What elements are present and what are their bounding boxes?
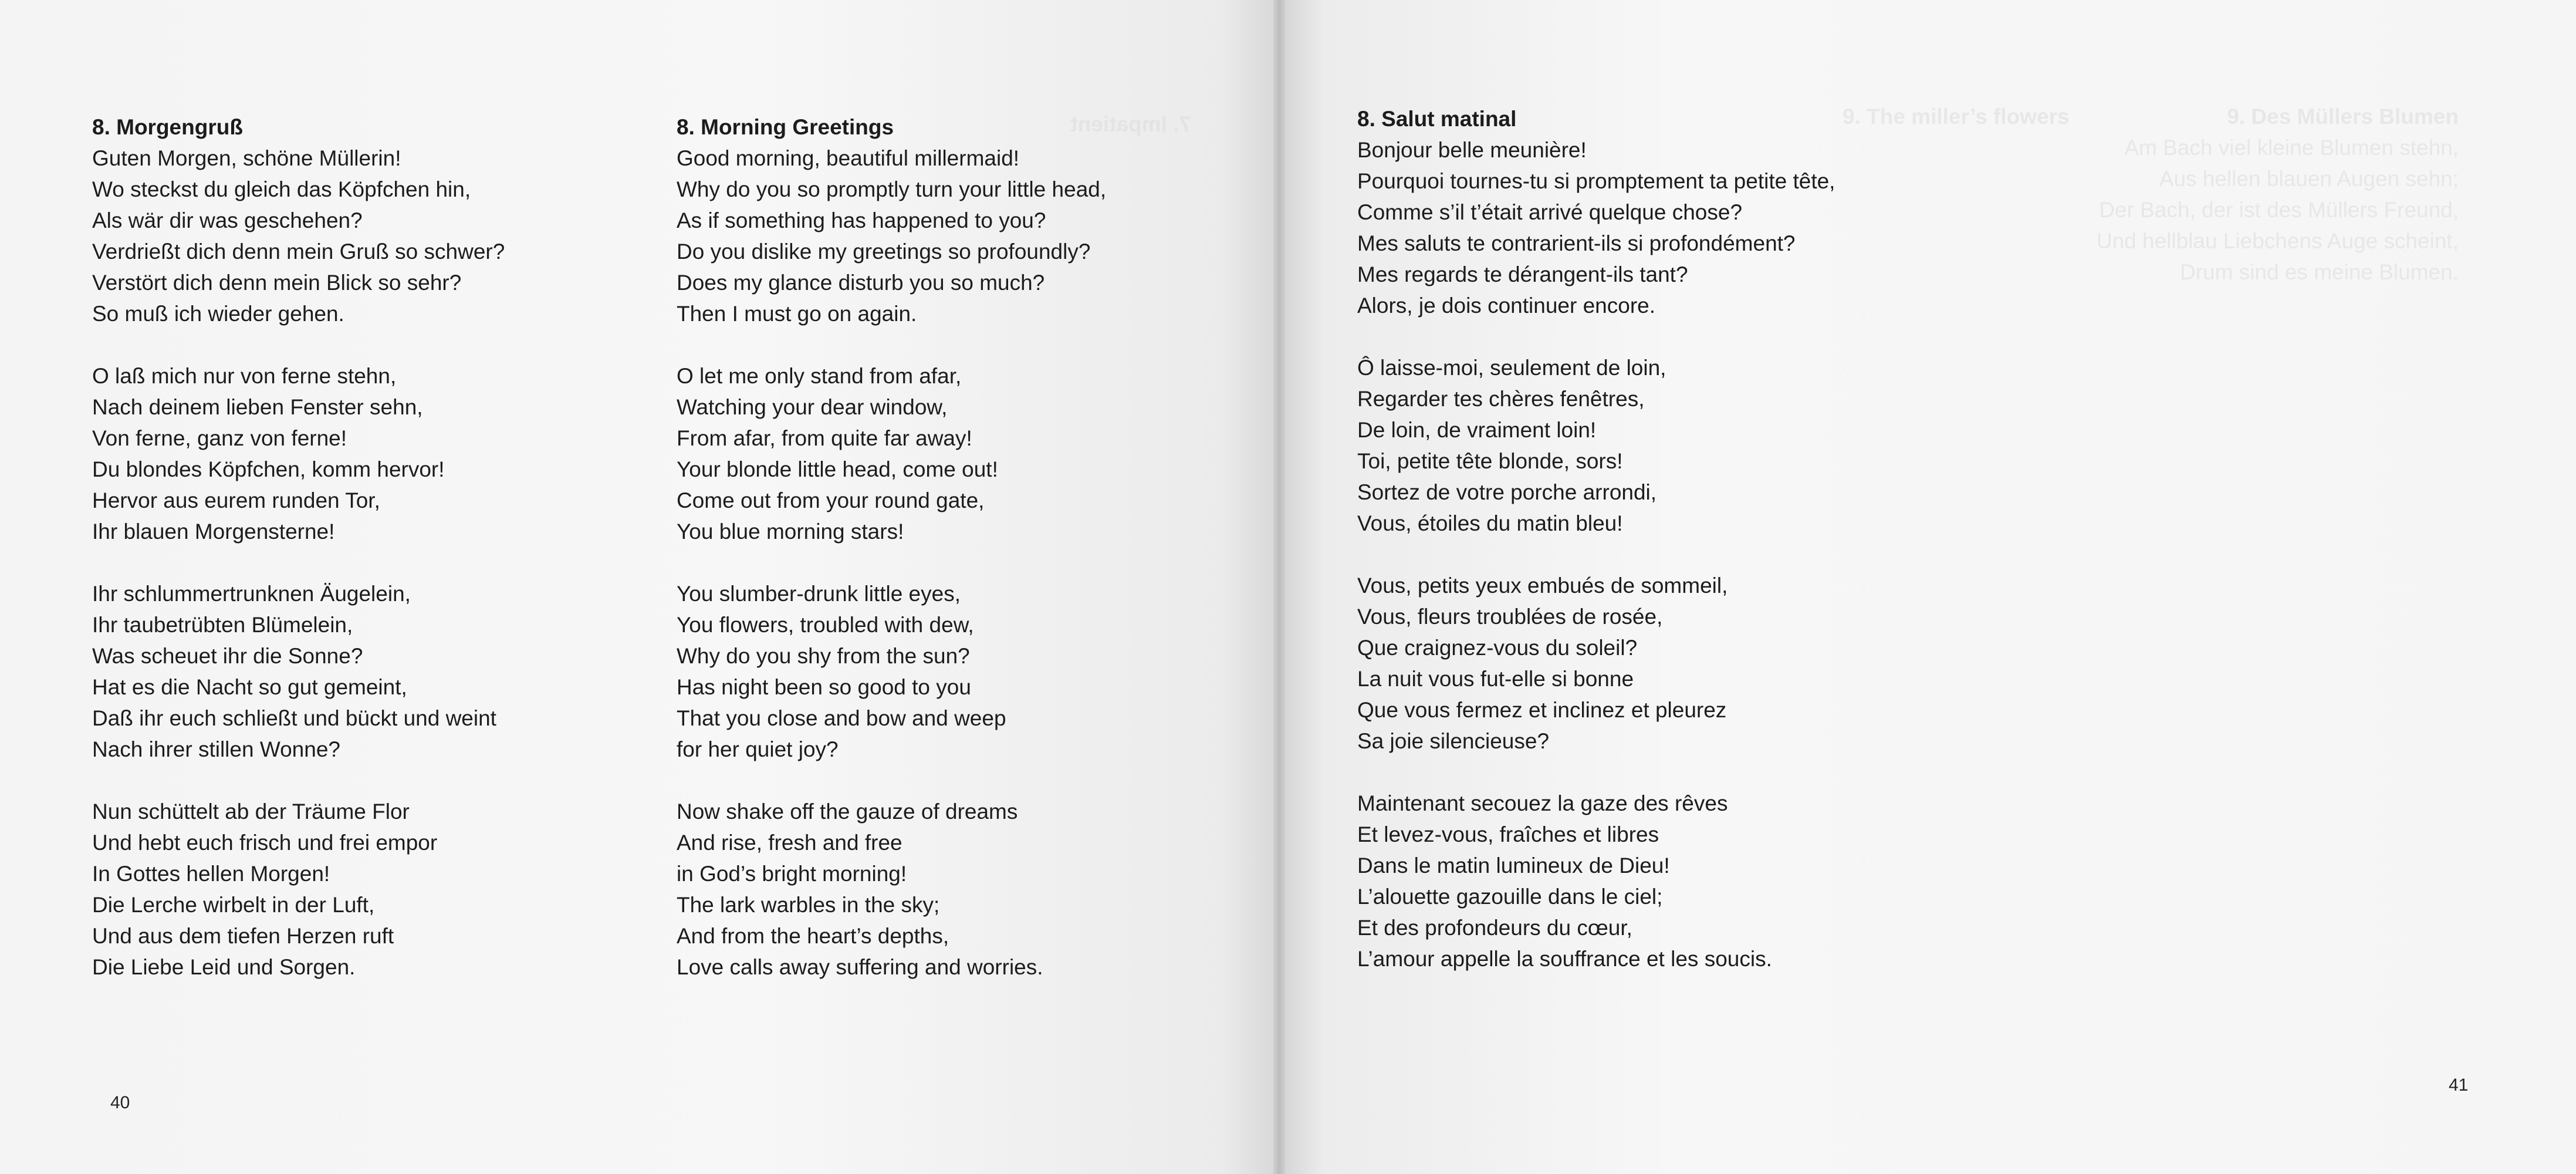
poem-line: Mes regards te dérangent-ils tant? [1357,262,1688,286]
stanza [92,578,505,765]
poem-line: Du blondes Köpfchen, komm hervor! [92,457,445,481]
poem-line: You slumber-drunk little eyes, [677,582,961,606]
poem-line: Von ferne, ganz von ferne! [92,426,347,450]
stanza [677,578,1106,765]
poem-line: Ihr blauen Morgensterne! [92,519,335,544]
bleed-through-title-text: 7. Impatient [1070,112,1191,136]
poem-line: Vous, étoiles du matin bleu! [1357,511,1623,535]
poem-line: Comme s’il t’était arrivé quelque chose? [1357,200,1743,224]
poem-line: Und hebt euch frisch und frei empor [92,831,438,855]
poem-line: L’amour appelle la souffrance et les soucis. [1357,947,1772,971]
poem-line: Et levez-vous, fraîches et libres [1357,822,1659,846]
poem-line: Bonjour belle meunière! [1357,138,1587,162]
stanza [1357,134,1835,321]
bleed-through-title-a-text: 9. The miller’s flowers [1843,104,2070,129]
poem-line: Verdrießt dich denn mein Gruß so schwer? [92,239,505,264]
poem-line: Now shake off the gauze of dreams [677,799,1018,824]
poem-line: Nach deinem lieben Fenster sehn, [92,395,423,419]
german-poem [92,112,505,1014]
poem-line: Mes saluts te contrarient-ils si profondément? [1357,231,1796,255]
poem-line: The lark warbles in the sky; [677,893,940,917]
poem-line: Que vous fermez et inclinez et pleurez [1357,698,1727,722]
poem-line: From afar, from quite far away! [677,426,972,450]
bleed-through-line: Drum sind es meine Blumen. [2179,260,2459,284]
poem-line: Ihr taubetrübten Blümelein, [92,613,353,637]
poem-line: De loin, de vraiment loin! [1357,418,1597,442]
stanza [92,360,505,547]
bleed-through-line: Aus hellen blauen Augen sehn; [2159,167,2459,191]
poem-line: That you close and bow and weep [677,706,1006,730]
poem-line: Ihr schlummertrunknen Äugelein, [92,582,411,606]
poem-line: Daß ihr euch schließt und bückt und weint [92,706,496,730]
french-poem-title: 8. Salut matinal [1357,107,1517,131]
poem-line: in God’s bright morning! [677,862,907,886]
poem-line: Love calls away suffering and worries. [677,955,1043,979]
bleed-through-line: Der Bach, der ist des Müllers Freund, [2099,198,2459,222]
poem-line: Your blonde little head, come out! [677,457,998,481]
poem-line: Was scheuet ihr die Sonne? [92,644,363,668]
poem-line: You flowers, troubled with dew, [677,613,974,637]
page-number-right: 41 [2449,1075,2469,1095]
bleed-through-column-b [1989,101,2459,288]
poem-line: Verstört dich denn mein Blick so sehr? [92,271,462,295]
poem-line: As if something has happened to you? [677,208,1046,232]
poem-line: Alors, je dois continuer encore. [1357,294,1655,318]
stanza [677,143,1106,329]
stanza [1357,788,1835,974]
poem-line: L’alouette gazouille dans le ciel; [1357,885,1663,909]
french-poem [1357,103,1835,1006]
right-page [1285,0,2576,1174]
poem-line: Do you dislike my greetings so profoundly? [677,239,1091,264]
left-page [0,0,1273,1174]
poem-line: Come out from your round gate, [677,488,985,512]
poem-line: Ô laisse-moi, seulement de loin, [1357,356,1666,380]
poem-line: Maintenant secouez la gaze des rêves [1357,791,1728,815]
poem-line: O let me only stand from afar, [677,364,962,388]
poem-line: Sa joie silencieuse? [1357,729,1550,753]
bleed-through-line: Und hellblau Liebchens Auge scheint, [2096,229,2459,253]
poem-line: Als wär dir was geschehen? [92,208,363,232]
poem-line: Regarder tes chères fenêtres, [1357,387,1645,411]
poem-line: So muß ich wieder gehen. [92,302,344,326]
poem-line: La nuit vous fut-elle si bonne [1357,667,1634,691]
english-poem-title: 8. Morning Greetings [677,115,894,139]
poem-line: Has night been so good to you [677,675,971,699]
bleed-through-line: Am Bach viel kleine Blumen stehn, [2124,136,2459,160]
bleed-through-title-b: 9. Des Müllers Blumen [2227,104,2459,129]
poem-line: Watching your dear window, [677,395,948,419]
poem-line: Toi, petite tête blonde, sors! [1357,449,1623,473]
poem-line: Good morning, beautiful millermaid! [677,146,1020,170]
poem-line: Und aus dem tiefen Herzen ruft [92,924,394,948]
poem-line: And from the heart’s depths, [677,924,949,948]
stanza [677,796,1106,983]
poem-line: Wo steckst du gleich das Köpfchen hin, [92,177,471,201]
poem-line: Then I must go on again. [677,302,917,326]
poem-line: In Gottes hellen Morgen! [92,862,330,886]
poem-line: Vous, petits yeux embués de sommeil, [1357,573,1728,598]
poem-line: Pourquoi tournes-tu si promptement ta petite tête, [1357,169,1835,193]
book-gutter [1273,0,1285,1174]
poem-line: Et des profondeurs du cœur, [1357,916,1632,940]
poem-line: Hervor aus eurem runden Tor, [92,488,380,512]
poem-line: Sortez de votre porche arrondi, [1357,480,1657,504]
stanza [677,360,1106,547]
poem-line: Guten Morgen, schöne Müllerin! [92,146,401,170]
poem-line: O laß mich nur von ferne stehn, [92,364,397,388]
poem-line: Why do you so promptly turn your little head, [677,177,1107,201]
poem-line: Dans le matin lumineux de Dieu! [1357,853,1670,878]
poem-line: Que craignez-vous du soleil? [1357,636,1638,660]
poem-line: Does my glance disturb you so much? [677,271,1045,295]
english-poem [677,112,1106,1014]
poem-line: Hat es die Nacht so gut gemeint, [92,675,407,699]
stanza [1357,570,1835,757]
stanza [92,796,505,983]
poem-line: And rise, fresh and free [677,831,902,855]
page-number-left: 40 [110,1093,130,1112]
stanza [92,143,505,329]
stanza [1357,352,1835,539]
poem-line: Vous, fleurs troublées de rosée, [1357,605,1663,629]
poem-line: Die Liebe Leid und Sorgen. [92,955,356,979]
poem-line: Nun schüttelt ab der Träume Flor [92,799,410,824]
poem-line: Nach ihrer stillen Wonne? [92,737,340,761]
poem-line: Die Lerche wirbelt in der Luft, [92,893,375,917]
poem-line: Why do you shy from the sun? [677,644,970,668]
poem-line: for her quiet joy? [677,737,839,761]
german-poem-title: 8. Morgengruß [92,115,243,139]
poem-line: You blue morning stars! [677,519,904,544]
